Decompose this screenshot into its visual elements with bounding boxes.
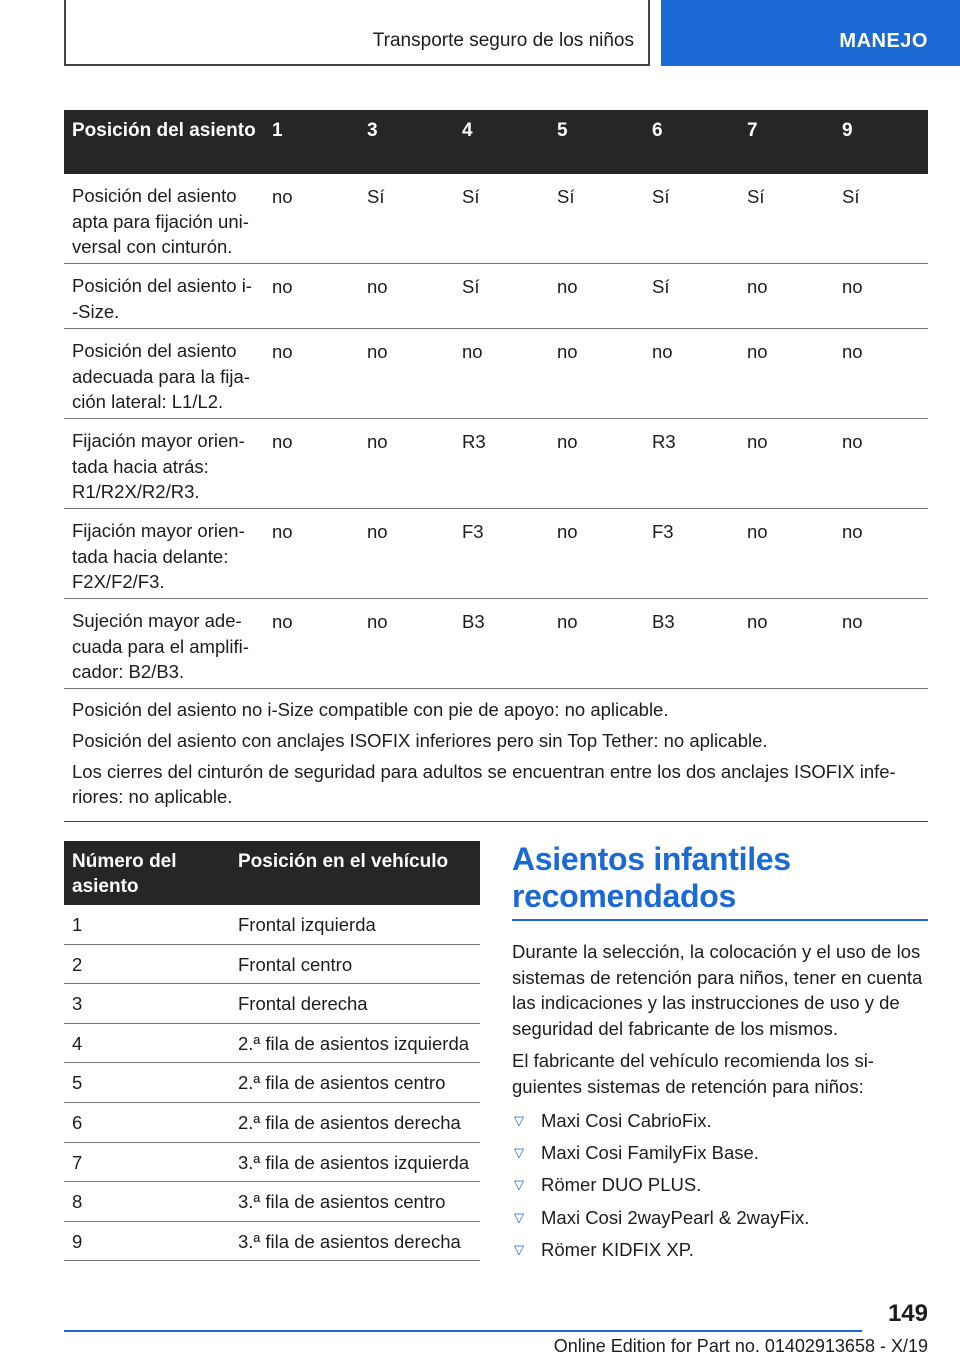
table-cell: no — [367, 431, 388, 452]
section-tab-label: MANEJO — [839, 30, 928, 52]
table-cell: no — [367, 276, 388, 297]
table-cell: Sí — [367, 186, 385, 207]
table-row — [64, 419, 928, 509]
page-number: 149 — [887, 1300, 928, 1327]
table-row — [64, 264, 928, 329]
seat-number: 3 — [72, 993, 83, 1015]
table-cell: R3 — [462, 431, 486, 452]
table-header-cell: Número del asiento — [72, 851, 177, 897]
intro-paragraph: Durante la selección, la colocación y el uso de los sistemas de retención para niños, tener en cuenta las indicaciones y las instrucciones de uso y de seguridad del fabricante de los mismos. — [512, 941, 923, 1039]
triangle-down-outline-icon: ▽ — [514, 1177, 524, 1193]
seat-number: 6 — [72, 1111, 83, 1133]
seat-position: 3.ª fila de asientos derecha — [238, 1230, 461, 1252]
chapter-title: Transporte seguro de los niños — [372, 30, 634, 51]
table-row — [64, 1103, 480, 1143]
recommended-seats-section — [512, 841, 928, 1266]
row-label: Fijación mayor orien‐ tada hacia delante: F2X/F2/F3. — [72, 520, 245, 592]
table-cell: no — [747, 431, 768, 452]
seat-position: 2.ª fila de asientos centro — [238, 1072, 446, 1094]
footer-divider — [64, 1330, 862, 1332]
row-label: Posición del asiento adecuada para la fija‐ ción lateral: L1/L2. — [72, 340, 250, 412]
table-cell: no — [557, 521, 578, 542]
list-item — [512, 1137, 928, 1169]
list-item — [512, 1202, 928, 1234]
seat-number: 5 — [72, 1072, 83, 1094]
table-row — [64, 1063, 480, 1103]
table-cell: no — [747, 521, 768, 542]
recommended-seats-list — [512, 1105, 928, 1266]
list-item-label: Römer DUO PLUS. — [541, 1174, 702, 1196]
triangle-down-outline-icon: ▽ — [514, 1209, 524, 1225]
table-cell: Sí — [652, 276, 670, 297]
row-label: Posición del asiento i- -Size. — [72, 275, 252, 322]
seat-position: Frontal derecha — [238, 993, 368, 1015]
table-header-cell: 6 — [652, 120, 663, 141]
table-cell: B3 — [652, 611, 675, 632]
recommendation-paragraph: El fabricante del vehículo recomienda los si‐ guientes sistemas de retención para niños: — [512, 1050, 874, 1097]
seat-position: 2.ª fila de asientos izquierda — [238, 1032, 470, 1054]
seat-number: 8 — [72, 1191, 83, 1213]
table-cell: no — [272, 611, 293, 632]
list-item-label: Maxi Cosi FamilyFix Base. — [541, 1142, 759, 1164]
triangle-down-outline-icon: ▽ — [514, 1113, 524, 1129]
table-cell: no — [557, 611, 578, 632]
table-row — [64, 329, 928, 419]
list-item — [512, 1105, 928, 1137]
seat-position-table — [64, 841, 480, 1261]
table-cell: no — [747, 341, 768, 362]
table-note: Los cierres del cinturón de seguridad para adultos se encuentran entre los dos anclajes ISOFIX infe‐ riores: no aplicable. — [72, 761, 896, 807]
table-row — [64, 174, 928, 264]
table-row — [64, 1143, 480, 1183]
section-heading: Asientos infantiles recomendados — [512, 841, 791, 914]
table-note: Posición del asiento con anclajes ISOFIX inferiores pero sin Top Tether: no aplicable. — [72, 730, 768, 751]
table-cell: no — [272, 341, 293, 362]
table-header-cell: 7 — [747, 120, 758, 141]
row-label: Posición del asiento apta para fijación uni‐ versal con cinturón. — [72, 185, 249, 257]
table-cell: Sí — [842, 186, 860, 207]
table-header-row — [64, 841, 480, 905]
table-cell: no — [557, 341, 578, 362]
table-cell: no — [842, 521, 863, 542]
table-cell: F3 — [652, 521, 674, 542]
table-cell: F3 — [462, 521, 484, 542]
row-label: Sujeción mayor ade‐ cuada para el amplifi‐ cador: B2/B3. — [72, 610, 249, 682]
table-cell: no — [367, 521, 388, 542]
table-cell: B3 — [462, 611, 485, 632]
list-item-label: Maxi Cosi 2wayPearl & 2wayFix. — [541, 1206, 810, 1228]
list-item-label: Maxi Cosi CabrioFix. — [541, 1110, 712, 1132]
table-cell: no — [747, 611, 768, 632]
table-cell: no — [272, 521, 293, 542]
table-cell: no — [272, 186, 293, 207]
table-note: Posición del asiento no i-Size compatible con pie de apoyo: no aplicable. — [72, 699, 669, 720]
triangle-down-outline-icon: ▽ — [514, 1241, 524, 1257]
row-label: Fijación mayor orien‐ tada hacia atrás: R1/R2X/R2/R3. — [72, 430, 245, 502]
seat-number: 1 — [72, 914, 83, 935]
seat-number: 4 — [72, 1032, 83, 1054]
table-cell: no — [272, 431, 293, 452]
seat-number: 9 — [72, 1230, 83, 1252]
table-row — [64, 1024, 480, 1064]
table-cell: no — [842, 431, 863, 452]
table-row — [64, 1182, 480, 1222]
section-tab[interactable] — [661, 0, 960, 66]
table-header-cell: 3 — [367, 120, 378, 141]
list-item — [512, 1234, 928, 1266]
table-cell: no — [747, 276, 768, 297]
table-cell: no — [842, 341, 863, 362]
table-header-cell: Posición del asiento — [72, 120, 256, 141]
heading-divider — [512, 919, 928, 921]
table-cell: Sí — [462, 276, 480, 297]
table-header-row — [64, 110, 928, 174]
table-cell: no — [557, 431, 578, 452]
seat-number: 7 — [72, 1151, 83, 1173]
table-cell: Sí — [747, 186, 765, 207]
table-notes — [64, 689, 928, 822]
seat-position: 2.ª fila de asientos derecha — [238, 1111, 461, 1133]
edition-note: Online Edition for Part no. 01402913658 - X/19 — [553, 1336, 928, 1356]
seat-compatibility-table — [64, 110, 928, 822]
seat-position: 3.ª fila de asientos centro — [238, 1191, 446, 1213]
table-cell: no — [462, 341, 483, 362]
table-cell: no — [557, 276, 578, 297]
list-item — [512, 1169, 928, 1201]
table-cell: no — [652, 341, 673, 362]
table-cell: no — [842, 611, 863, 632]
table-header-cell: 4 — [462, 120, 473, 141]
table-cell: Sí — [652, 186, 670, 207]
list-item-label: Römer KIDFIX XP. — [541, 1238, 694, 1260]
header-title-box — [64, 0, 650, 66]
seat-position: Frontal centro — [238, 953, 353, 975]
table-header-cell: 9 — [842, 120, 853, 141]
table-row — [64, 509, 928, 599]
table-header-cell: Posición en el vehículo — [238, 851, 449, 872]
table-cell: Sí — [557, 186, 575, 207]
table-row — [64, 1222, 480, 1262]
triangle-down-outline-icon: ▽ — [514, 1145, 524, 1161]
seat-position: 3.ª fila de asientos izquierda — [238, 1151, 470, 1173]
table-cell: no — [842, 276, 863, 297]
seat-number: 2 — [72, 953, 83, 975]
table-cell: R3 — [652, 431, 676, 452]
table-cell: no — [367, 611, 388, 632]
seat-position: Frontal izquierda — [238, 914, 376, 935]
table-cell: Sí — [462, 186, 480, 207]
table-cell: no — [367, 341, 388, 362]
table-header-cell: 1 — [272, 120, 283, 141]
table-row — [64, 599, 928, 689]
table-row — [64, 945, 480, 985]
table-row — [64, 905, 480, 945]
table-cell: no — [272, 276, 293, 297]
table-header-cell: 5 — [557, 120, 568, 141]
table-row — [64, 984, 480, 1024]
